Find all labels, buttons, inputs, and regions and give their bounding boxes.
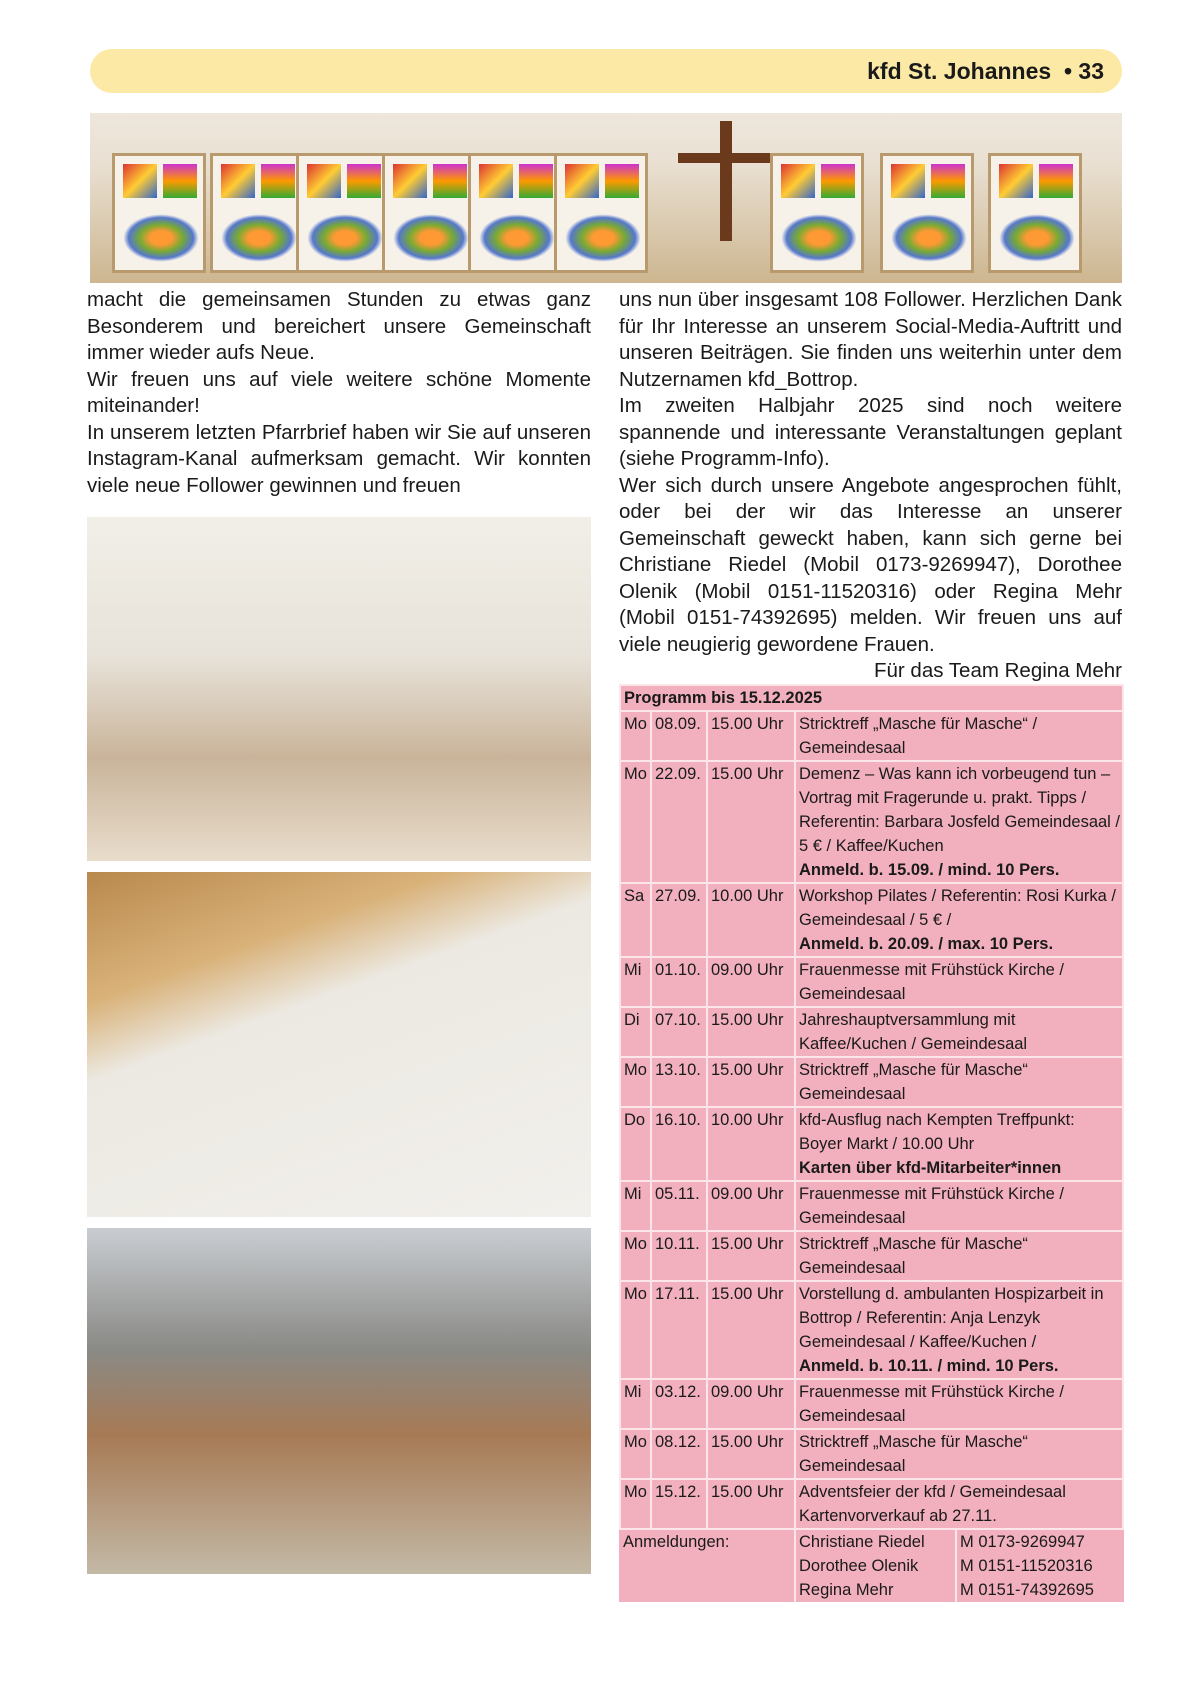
event-date: 13.10. [651,1057,707,1107]
event-note: Anmeld. b. 10.11. / mind. 10 Pers. [799,1357,1059,1375]
event-time: 15.00 Uhr [707,1429,795,1479]
page-header [90,49,1122,93]
contact-phone: M 0151-74392695 [956,1578,1123,1602]
event-description [795,761,1123,883]
event-date: 08.09. [651,711,707,761]
program-row [620,883,1123,957]
page-number: • 33 [1063,58,1104,84]
event-description [795,957,1123,1007]
event-date: 10.11. [651,1231,707,1281]
event-note: Karten über kfd-Mitarbeiter*innen [799,1159,1062,1177]
event-desc-text: Adventsfeier der kfd / Gemeindesaal Kartenvorverkauf ab 27.11. [799,1483,1066,1525]
gathering-buffet-photo [87,1228,591,1574]
program-row [620,1479,1123,1529]
event-date: 01.10. [651,957,707,1007]
event-description [795,1379,1123,1429]
event-desc-text: Frauenmesse mit Frühstück Kirche / Gemeindesaal [799,1185,1064,1227]
contact-row [620,1529,1123,1554]
group-painting-photo [87,517,591,861]
contact-phone: M 0151-11520316 [956,1554,1123,1578]
event-time: 15.00 Uhr [707,1057,795,1107]
program-table [619,684,1124,1602]
event-day: Mo [620,711,651,761]
contact-name: Regina Mehr [795,1578,956,1602]
event-description [795,1479,1123,1529]
event-time: 09.00 Uhr [707,1379,795,1429]
event-day: Do [620,1107,651,1181]
program-row [620,1057,1123,1107]
event-time: 15.00 Uhr [707,761,795,883]
event-date: 22.09. [651,761,707,883]
event-time: 15.00 Uhr [707,1479,795,1529]
event-desc-text: Jahreshauptversammlung mit Kaffee/Kuchen / Gemeindesaal [799,1011,1028,1053]
event-description [795,1181,1123,1231]
event-day: Mo [620,1479,651,1529]
right-column-text [619,287,1122,685]
event-time: 15.00 Uhr [707,1007,795,1057]
event-date: 03.12. [651,1379,707,1429]
event-desc-text: Stricktreff „Masche für Masche“ Gemeindesaal [799,1235,1028,1277]
event-description [795,1007,1123,1057]
program-row [620,1379,1123,1429]
program-title: Programm bis 15.12.2025 [620,685,1123,711]
contact-name: Christiane Riedel [795,1529,956,1554]
event-desc-text: Stricktreff „Masche für Masche“ Gemeindesaal [799,1433,1028,1475]
left-column-text [87,287,591,499]
event-desc-text: Frauenmesse mit Frühstück Kirche / Gemeindesaal [799,961,1064,1003]
header-title: kfd St. Johannes [867,58,1052,84]
event-day: Mo [620,1429,651,1479]
program-row [620,1007,1123,1057]
event-time: 09.00 Uhr [707,957,795,1007]
event-time: 15.00 Uhr [707,1231,795,1281]
program-row [620,1281,1123,1379]
event-time: 15.00 Uhr [707,711,795,761]
event-date: 17.11. [651,1281,707,1379]
event-desc-text: Vorstellung d. ambulanten Hospizarbeit in Bottrop / Referentin: Anja Lenzyk Gemeindesaal / Kaffee/Kuchen / [799,1285,1104,1351]
watercolor-painting-photo [87,872,591,1217]
event-desc-text: kfd-Ausflug nach Kempten Treffpunkt: Boyer Markt / 10.00 Uhr [799,1111,1075,1153]
event-date: 27.09. [651,883,707,957]
event-desc-text: Demenz – Was kann ich vorbeugend tun – Vortrag mit Fragerunde u. prakt. Tipps / Referentin: Barbara Josfeld Gemeindesaal / 5 € / Kaffee/Kuchen [799,765,1121,855]
event-date: 08.12. [651,1429,707,1479]
contact-name: Dorothee Olenik [795,1554,956,1578]
event-note: Anmeld. b. 15.09. / mind. 10 Pers. [799,861,1060,879]
program-row [620,1231,1123,1281]
event-day: Mo [620,1057,651,1107]
event-time: 15.00 Uhr [707,1281,795,1379]
event-description [795,883,1123,957]
event-day: Mi [620,957,651,1007]
event-date: 05.11. [651,1181,707,1231]
event-day: Mo [620,1231,651,1281]
event-time: 09.00 Uhr [707,1181,795,1231]
event-description [795,1107,1123,1181]
paintings-exhibition-photo [90,113,1122,283]
event-time: 10.00 Uhr [707,1107,795,1181]
paragraph: uns nun über insgesamt 108 Follower. Herzlichen Dank für Ihr Interesse an unserem Social-Media-Auftritt und unseren Beiträgen. Sie finden uns weiterhin unter dem Nutzernamen kfd_Bottrop. [619,288,1122,391]
event-description [795,1429,1123,1479]
program-row [620,957,1123,1007]
program-row [620,1107,1123,1181]
event-day: Mi [620,1181,651,1231]
event-date: 15.12. [651,1479,707,1529]
program-row [620,711,1123,761]
paragraph: Wer sich durch unsere Angebote angesprochen fühlt, oder bei der wir das Interesse an unserer Gemeinschaft geweckt haben, kann sich gerne bei Christiane Riedel (Mobil 0173-9269947), Dorothee Olenik (Mobil 0151-11520316) oder Regina Mehr (Mobil 0151-74392695) melden. Wir freuen uns auf viele neugierig gewordene Frauen. [619,473,1122,656]
event-day: Mo [620,1281,651,1379]
event-day: Mo [620,761,651,883]
event-desc-text: Stricktreff „Masche für Masche“ Gemeindesaal [799,1061,1028,1103]
program-row [620,1181,1123,1231]
event-description [795,1057,1123,1107]
program-row [620,761,1123,883]
registration-label: Anmeldungen: [623,1533,730,1551]
event-day: Di [620,1007,651,1057]
event-desc-text: Workshop Pilates / Referentin: Rosi Kurka / Gemeindesaal / 5 € / [799,887,1116,929]
event-date: 16.10. [651,1107,707,1181]
event-time: 10.00 Uhr [707,883,795,957]
contact-phone: M 0173-9269947 [956,1529,1123,1554]
event-desc-text: Stricktreff „Masche für Masche“ / Gemeindesaal [799,715,1038,757]
event-note: Anmeld. b. 20.09. / max. 10 Pers. [799,935,1054,953]
event-description [795,711,1123,761]
event-day: Sa [620,883,651,957]
event-desc-text: Frauenmesse mit Frühstück Kirche / Gemeindesaal [799,1383,1064,1425]
event-day: Mi [620,1379,651,1429]
signature: Für das Team Regina Mehr [873,659,1122,682]
event-description [795,1231,1123,1281]
paragraph: Im zweiten Halbjahr 2025 sind noch weitere spannende und interessante Veranstaltungen geplant (siehe Programm-Info). [619,394,1122,470]
paragraph: Wir freuen uns auf viele weitere schöne Momente miteinander! [87,367,591,417]
program-row [620,1429,1123,1479]
paragraph: macht die gemeinsamen Stunden zu etwas ganz Besonderem und bereichert unsere Gemeinschaft immer wieder aufs Neue. [87,288,591,364]
event-date: 07.10. [651,1007,707,1057]
paragraph: In unserem letzten Pfarrbrief haben wir Sie auf unseren Instagram-Kanal aufmerksam gemacht. Wir konnten viele neue Follower gewinnen und freuen [87,420,591,497]
event-description [795,1281,1123,1379]
